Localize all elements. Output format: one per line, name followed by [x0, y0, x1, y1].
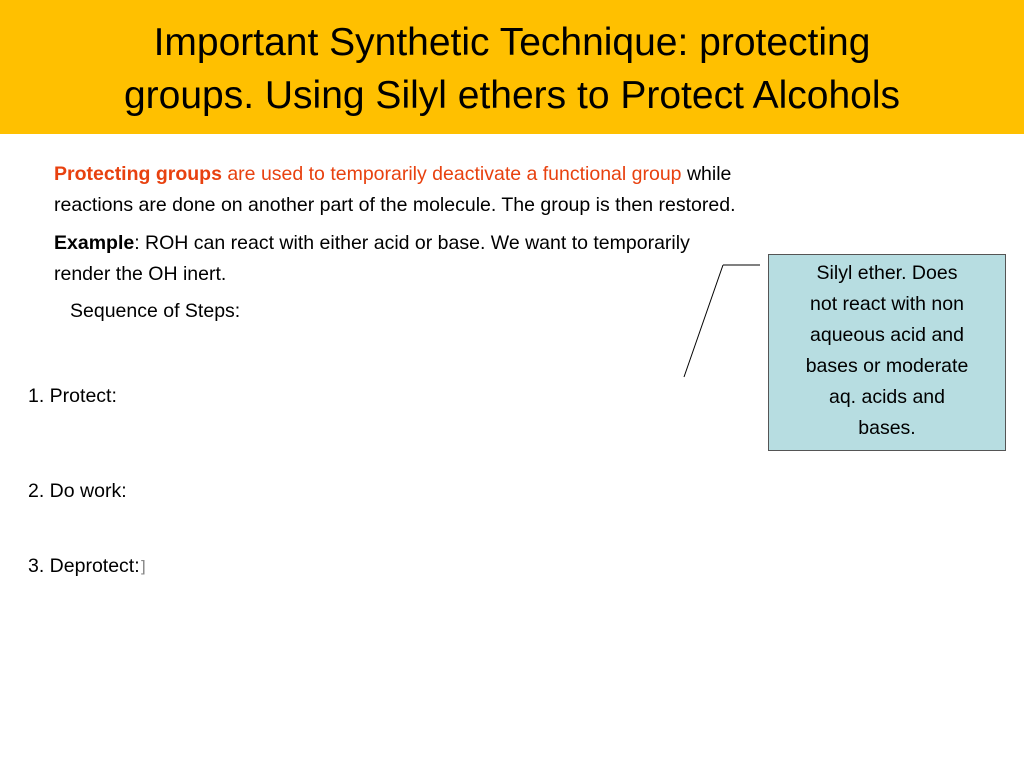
placeholder-glyph: ] — [139, 557, 146, 576]
example-line-1 — [54, 228, 690, 259]
step-protect — [28, 381, 117, 412]
intro-paragraph — [54, 159, 735, 221]
sequence-label: Sequence of Steps: — [70, 300, 241, 322]
step-deprotect — [28, 551, 146, 582]
step-do-work — [28, 476, 127, 507]
callout-line: bases or moderate — [805, 355, 969, 377]
step-protect-text: 1. Protect: — [28, 385, 117, 407]
example-line-2: render the OH inert. — [54, 263, 227, 285]
intro-line-2: reactions are done on another part of the molecule. The group is then restored. — [54, 194, 736, 216]
callout-line: aqueous acid and — [810, 324, 964, 346]
step-deprotect-text: 3. Deprotect: — [28, 555, 140, 577]
callout-line: aq. acids and — [828, 386, 945, 408]
example-line-1-rest: : ROH can react with either acid or base. We want to temporarily — [134, 232, 690, 254]
intro-highlight: are used to temporarily deactivate a functional group — [221, 163, 682, 185]
callout-pointer-diagonal — [684, 265, 723, 377]
example-label: Example — [54, 232, 135, 254]
slide-title-line-1: Important Synthetic Technique: protecting — [153, 21, 871, 64]
silyl-ether-callout — [768, 254, 1006, 451]
example-paragraph — [54, 228, 690, 290]
intro-term: Protecting groups — [54, 163, 222, 185]
slide-title-line-2: groups. Using Silyl ethers to Protect Alcohols — [123, 74, 901, 117]
intro-line-1 — [54, 159, 735, 190]
intro-line-1-rest: while — [681, 163, 732, 185]
title-bar — [0, 0, 1024, 134]
callout-line: bases. — [858, 417, 916, 439]
step-do-work-text: 2. Do work: — [28, 480, 127, 502]
callout-line: not react with non — [810, 293, 964, 315]
callout-line: Silyl ether. Does — [816, 262, 958, 284]
